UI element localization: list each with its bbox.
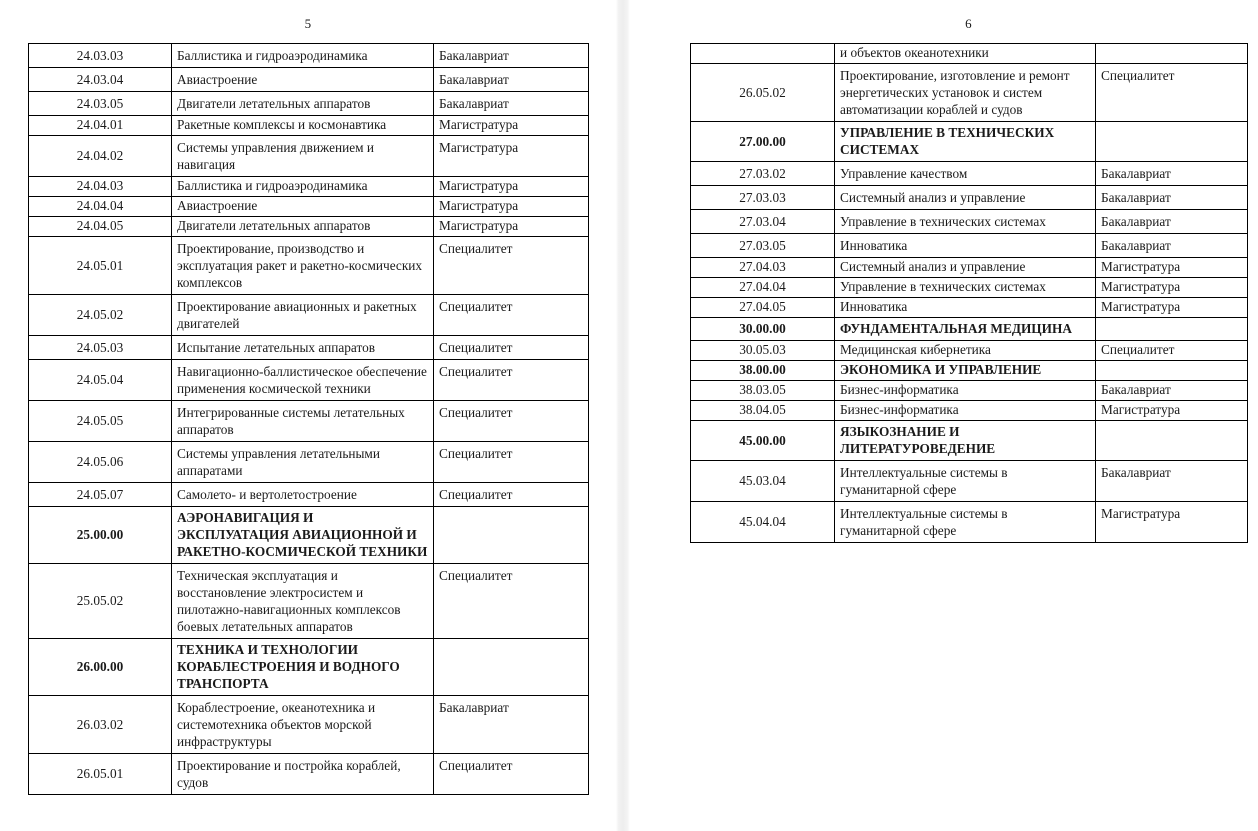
table-row — [691, 341, 1248, 361]
cell-education-level: Бакалавриат — [434, 68, 589, 92]
cell-education-level: Специалитет — [434, 295, 589, 336]
cell-code: 26.05.02 — [691, 64, 835, 122]
cell-education-level — [1096, 361, 1248, 381]
cell-code — [691, 44, 835, 64]
cell-code: 27.03.04 — [691, 210, 835, 234]
table-row — [29, 754, 589, 795]
table-row — [691, 258, 1248, 278]
cell-education-level: Магистратура — [1096, 298, 1248, 318]
table-row — [691, 461, 1248, 502]
cell-group-name: УПРАВЛЕНИЕ В ТЕХНИЧЕСКИХ СИСТЕМАХ — [835, 122, 1096, 162]
table-row — [691, 298, 1248, 318]
cell-program-name: Системы управления движением и навигация — [172, 136, 434, 177]
cell-education-level: Бакалавриат — [1096, 234, 1248, 258]
cell-education-level: Специалитет — [434, 754, 589, 795]
cell-code: 27.03.02 — [691, 162, 835, 186]
cell-code: 24.03.05 — [29, 92, 172, 116]
cell-education-level — [434, 639, 589, 696]
cell-program-name: Бизнес-информатика — [835, 381, 1096, 401]
cell-program-name: Техническая эксплуатация и восстановление электросистем и пилотажно-навигационных комплексов боевых летательных аппаратов — [172, 564, 434, 639]
cell-program-name: Баллистика и гидроаэродинамика — [172, 44, 434, 68]
cell-code: 38.03.05 — [691, 381, 835, 401]
cell-code: 24.05.05 — [29, 401, 172, 442]
table-row — [29, 92, 589, 116]
table-row — [691, 278, 1248, 298]
table-row — [29, 136, 589, 177]
cell-education-level: Магистратура — [1096, 258, 1248, 278]
cell-code: 38.04.05 — [691, 401, 835, 421]
table-row — [29, 507, 589, 564]
cell-education-level: Специалитет — [434, 564, 589, 639]
table-row — [29, 217, 589, 237]
cell-group-name: ЯЗЫКОЗНАНИЕ И ЛИТЕРАТУРОВЕДЕНИЕ — [835, 421, 1096, 461]
table-row — [691, 318, 1248, 341]
cell-group-name: ЭКОНОМИКА И УПРАВЛЕНИЕ — [835, 361, 1096, 381]
table-row — [29, 177, 589, 197]
cell-program-name: Интеллектуальные системы в гуманитарной сфере — [835, 461, 1096, 502]
cell-education-level: Магистратура — [434, 197, 589, 217]
cell-code: 24.04.03 — [29, 177, 172, 197]
cell-education-level: Магистратура — [1096, 401, 1248, 421]
cell-code: 30.05.03 — [691, 341, 835, 361]
table-row — [691, 44, 1248, 64]
cell-education-level: Специалитет — [1096, 341, 1248, 361]
table-row — [29, 442, 589, 483]
table-row — [29, 336, 589, 360]
table-body-right — [691, 44, 1248, 543]
table-row — [691, 502, 1248, 543]
specialties-table-right — [690, 43, 1248, 543]
table-row — [691, 381, 1248, 401]
cell-code: 27.04.05 — [691, 298, 835, 318]
cell-education-level: Бакалавриат — [1096, 162, 1248, 186]
cell-education-level — [1096, 122, 1248, 162]
cell-program-name: Системы управления летательными аппаратами — [172, 442, 434, 483]
cell-code: 27.03.05 — [691, 234, 835, 258]
table-row — [29, 295, 589, 336]
cell-program-name: Двигатели летательных аппаратов — [172, 217, 434, 237]
cell-code: 27.03.03 — [691, 186, 835, 210]
cell-education-level: Магистратура — [434, 217, 589, 237]
page-5 — [0, 0, 616, 831]
table-row — [691, 186, 1248, 210]
cell-education-level: Бакалавриат — [434, 44, 589, 68]
page-number-right: 6 — [965, 16, 972, 31]
cell-code: 30.00.00 — [691, 318, 835, 341]
cell-program-name: Проектирование, изготовление и ремонт энергетических установок и систем автоматизации кораблей и судов — [835, 64, 1096, 122]
cell-education-level: Магистратура — [1096, 278, 1248, 298]
cell-program-name: Управление в технических системах — [835, 210, 1096, 234]
table-row — [29, 483, 589, 507]
cell-education-level: Магистратура — [434, 177, 589, 197]
cell-program-name: Интегрированные системы летательных аппаратов — [172, 401, 434, 442]
table-row — [691, 234, 1248, 258]
cell-education-level: Бакалавриат — [434, 92, 589, 116]
cell-program-name: Управление в технических системах — [835, 278, 1096, 298]
cell-program-name: Проектирование, производство и эксплуатация ракет и ракетно-космических комплексов — [172, 237, 434, 295]
cell-program-name: и объектов океанотехники — [835, 44, 1096, 64]
cell-education-level: Специалитет — [434, 442, 589, 483]
table-row — [691, 210, 1248, 234]
cell-program-name: Кораблестроение, океанотехника и системотехника объектов морской инфраструктуры — [172, 696, 434, 754]
cell-code: 24.05.02 — [29, 295, 172, 336]
cell-education-level: Магистратура — [1096, 502, 1248, 543]
cell-code: 26.05.01 — [29, 754, 172, 795]
table-row — [29, 197, 589, 217]
cell-program-name: Бизнес-информатика — [835, 401, 1096, 421]
cell-program-name: Двигатели летательных аппаратов — [172, 92, 434, 116]
cell-education-level: Специалитет — [1096, 64, 1248, 122]
cell-program-name: Инноватика — [835, 298, 1096, 318]
cell-program-name: Системный анализ и управление — [835, 186, 1096, 210]
cell-education-level: Бакалавриат — [1096, 186, 1248, 210]
cell-code: 24.05.01 — [29, 237, 172, 295]
table-body-left — [29, 44, 589, 795]
cell-education-level: Бакалавриат — [1096, 461, 1248, 502]
cell-education-level: Бакалавриат — [434, 696, 589, 754]
page-gutter — [616, 0, 630, 831]
cell-code: 24.03.04 — [29, 68, 172, 92]
cell-code: 27.00.00 — [691, 122, 835, 162]
specialties-table-left — [28, 43, 589, 795]
table-row — [691, 64, 1248, 122]
cell-education-level: Специалитет — [434, 237, 589, 295]
table-row — [691, 401, 1248, 421]
table-row — [29, 639, 589, 696]
cell-code: 27.04.03 — [691, 258, 835, 278]
table-row — [691, 421, 1248, 461]
cell-program-name: Инноватика — [835, 234, 1096, 258]
cell-education-level: Магистратура — [434, 136, 589, 177]
cell-code: 38.00.00 — [691, 361, 835, 381]
cell-code: 25.05.02 — [29, 564, 172, 639]
cell-code: 24.05.07 — [29, 483, 172, 507]
cell-code: 24.04.02 — [29, 136, 172, 177]
cell-program-name: Системный анализ и управление — [835, 258, 1096, 278]
cell-code: 26.03.02 — [29, 696, 172, 754]
cell-program-name: Испытание летательных аппаратов — [172, 336, 434, 360]
cell-code: 45.00.00 — [691, 421, 835, 461]
cell-program-name: Проектирование авиационных и ракетных двигателей — [172, 295, 434, 336]
table-row — [29, 44, 589, 68]
table-row — [691, 122, 1248, 162]
cell-program-name: Медицинская кибернетика — [835, 341, 1096, 361]
table-row — [29, 68, 589, 92]
cell-program-name: Управление качеством — [835, 162, 1096, 186]
cell-education-level — [1096, 421, 1248, 461]
cell-code: 24.04.04 — [29, 197, 172, 217]
cell-program-name: Интеллектуальные системы в гуманитарной сфере — [835, 502, 1096, 543]
cell-program-name: Проектирование и постройка кораблей, судов — [172, 754, 434, 795]
cell-education-level — [1096, 318, 1248, 341]
cell-code: 45.03.04 — [691, 461, 835, 502]
table-row — [29, 564, 589, 639]
table-row — [29, 116, 589, 136]
cell-group-name: ТЕХНИКА И ТЕХНОЛОГИИ КОРАБЛЕСТРОЕНИЯ И ВОДНОГО ТРАНСПОРТА — [172, 639, 434, 696]
cell-program-name: Ракетные комплексы и космонавтика — [172, 116, 434, 136]
cell-code: 26.00.00 — [29, 639, 172, 696]
cell-education-level: Специалитет — [434, 483, 589, 507]
page-6 — [630, 0, 1258, 831]
table-row — [29, 696, 589, 754]
cell-code: 24.04.01 — [29, 116, 172, 136]
cell-program-name: Баллистика и гидроаэродинамика — [172, 177, 434, 197]
cell-education-level — [1096, 44, 1248, 64]
cell-program-name: Навигационно-баллистическое обеспечение применения космической техники — [172, 360, 434, 401]
cell-code: 24.05.04 — [29, 360, 172, 401]
cell-code: 45.04.04 — [691, 502, 835, 543]
table-row — [29, 401, 589, 442]
cell-code: 25.00.00 — [29, 507, 172, 564]
cell-code: 24.05.03 — [29, 336, 172, 360]
cell-code: 27.04.04 — [691, 278, 835, 298]
cell-program-name: Самолето- и вертолетостроение — [172, 483, 434, 507]
cell-code: 24.05.06 — [29, 442, 172, 483]
table-row — [29, 360, 589, 401]
cell-group-name: АЭРОНАВИГАЦИЯ И ЭКСПЛУАТАЦИЯ АВИАЦИОННОЙ И РАКЕТНО-КОСМИЧЕСКОЙ ТЕХНИКИ — [172, 507, 434, 564]
cell-program-name: Авиастроение — [172, 197, 434, 217]
cell-education-level — [434, 507, 589, 564]
cell-code: 24.03.03 — [29, 44, 172, 68]
cell-code: 24.04.05 — [29, 217, 172, 237]
table-row — [29, 237, 589, 295]
cell-education-level: Бакалавриат — [1096, 210, 1248, 234]
cell-education-level: Специалитет — [434, 401, 589, 442]
cell-education-level: Магистратура — [434, 116, 589, 136]
table-row — [691, 162, 1248, 186]
cell-program-name: Авиастроение — [172, 68, 434, 92]
cell-education-level: Бакалавриат — [1096, 381, 1248, 401]
page-number-left: 5 — [304, 16, 312, 31]
cell-group-name: ФУНДАМЕНТАЛЬНАЯ МЕДИЦИНА — [835, 318, 1096, 341]
cell-education-level: Специалитет — [434, 360, 589, 401]
table-row — [691, 361, 1248, 381]
cell-education-level: Специалитет — [434, 336, 589, 360]
